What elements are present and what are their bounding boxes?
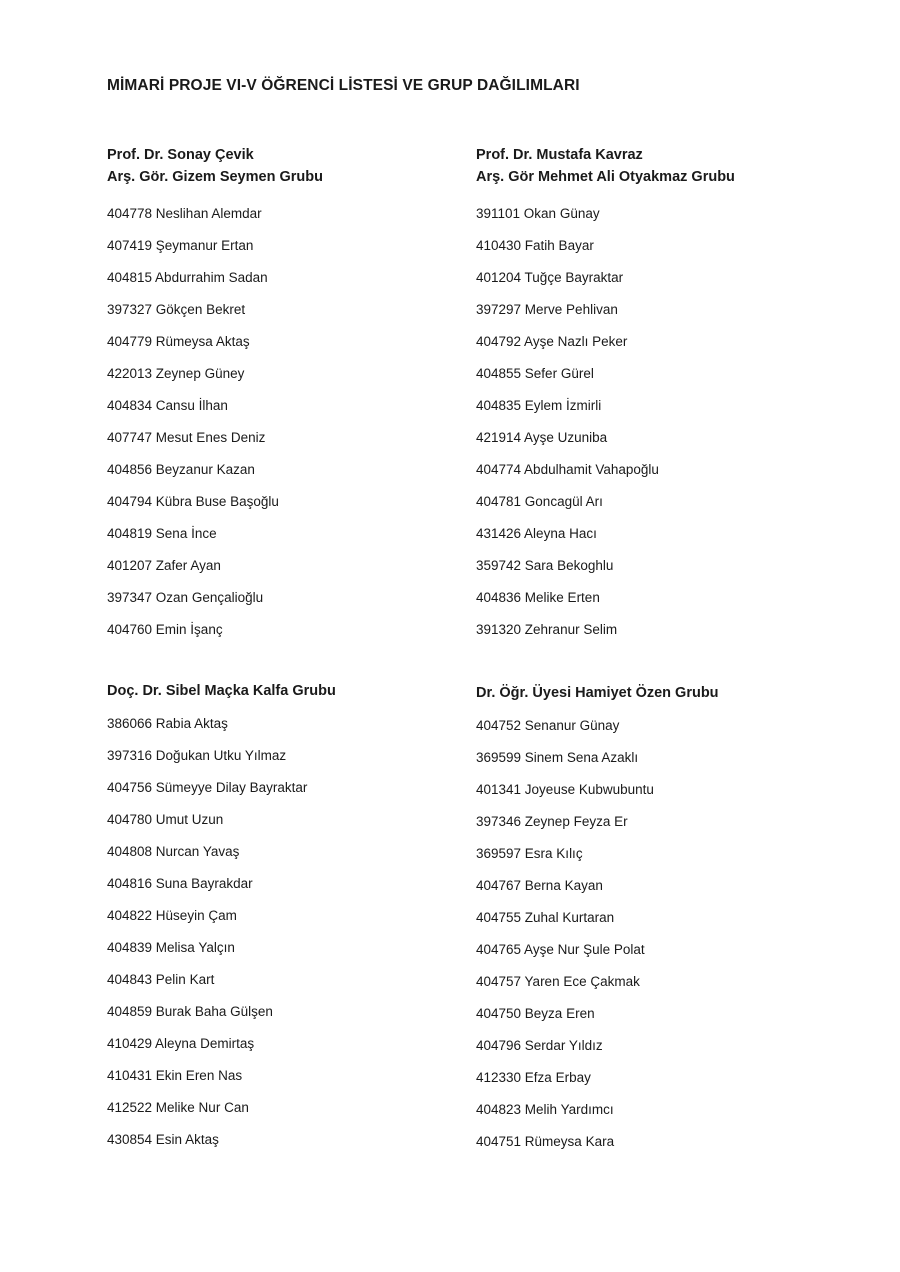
student-entry: 404767 Berna Kayan [476, 878, 603, 893]
group-header-line: Dr. Öğr. Üyesi Hamiyet Özen Grubu [476, 685, 719, 701]
student-entry: 430854 Esin Aktaş [107, 1132, 219, 1147]
group-mustafa-kavraz [476, 144, 866, 646]
student-entry: 404819 Sena İnce [107, 526, 217, 541]
student-entry: 404774 Abdulhamit Vahapoğlu [476, 462, 659, 477]
group-header-line: Arş. Gör Mehmet Ali Otyakmaz Grubu [476, 169, 735, 185]
group-header [476, 682, 866, 704]
group-header-line: Arş. Gör. Gizem Seymen Grubu [107, 169, 323, 185]
student-entry: 386066 Rabia Aktaş [107, 716, 228, 731]
student-entry: 412330 Efza Erbay [476, 1070, 591, 1085]
student-entry: 404855 Sefer Gürel [476, 366, 594, 381]
student-entry: 369597 Esra Kılıç [476, 846, 583, 861]
student-entry: 404835 Eylem İzmirli [476, 398, 602, 413]
student-entry: 404756 Sümeyye Dilay Bayraktar [107, 780, 308, 795]
student-entry: 404751 Rümeysa Kara [476, 1134, 615, 1149]
group-sonay-cevik [107, 144, 497, 646]
student-entry: 404778 Neslihan Alemdar [107, 206, 262, 221]
student-entry: 410430 Fatih Bayar [476, 238, 594, 253]
page-title: MİMARİ PROJE VI-V ÖĞRENCİ LİSTESİ VE GRUP DAĞILIMLARI [107, 77, 580, 94]
student-list [476, 198, 866, 646]
student-entry: 404834 Cansu İlhan [107, 398, 228, 413]
group-header-line: Prof. Dr. Mustafa Kavraz [476, 147, 643, 163]
student-entry: 359742 Sara Bekoghlu [476, 558, 614, 573]
group-header-line: Doç. Dr. Sibel Maçka Kalfa Grubu [107, 683, 336, 699]
student-entry: 404792 Ayşe Nazlı Peker [476, 334, 628, 349]
student-entry: 404794 Kübra Buse Başoğlu [107, 494, 279, 509]
student-entry: 404823 Melih Yardımcı [476, 1102, 614, 1117]
student-entry: 431426 Aleyna Hacı [476, 526, 597, 541]
student-list [476, 710, 866, 1158]
student-entry: 391101 Okan Günay [476, 206, 600, 221]
group-sibel-macka-kalfa [107, 680, 497, 1156]
student-entry: 404822 Hüseyin Çam [107, 908, 237, 923]
student-entry: 369599 Sinem Sena Azaklı [476, 750, 639, 765]
student-list [107, 708, 497, 1156]
group-header-line: Prof. Dr. Sonay Çevik [107, 147, 254, 163]
student-entry: 391320 Zehranur Selim [476, 622, 618, 637]
student-entry: 404796 Serdar Yıldız [476, 1038, 603, 1053]
student-entry: 404780 Umut Uzun [107, 812, 224, 827]
student-entry: 404752 Senanur Günay [476, 718, 620, 733]
group-header [107, 680, 497, 702]
student-entry: 401341 Joyeuse Kubwubuntu [476, 782, 654, 797]
student-entry: 397316 Doğukan Utku Yılmaz [107, 748, 287, 763]
student-entry: 404755 Zuhal Kurtaran [476, 910, 615, 925]
student-entry: 404836 Melike Erten [476, 590, 600, 605]
student-entry: 404765 Ayşe Nur Şule Polat [476, 942, 645, 957]
student-entry: 404750 Beyza Eren [476, 1006, 595, 1021]
student-entry: 410429 Aleyna Demirtaş [107, 1036, 255, 1051]
group-hamiyet-ozen [476, 682, 866, 1158]
student-entry: 404808 Nurcan Yavaş [107, 844, 240, 859]
group-header [476, 144, 866, 188]
student-entry: 404843 Pelin Kart [107, 972, 215, 987]
student-entry: 410431 Ekin Eren Nas [107, 1068, 243, 1083]
student-entry: 421914 Ayşe Uzuniba [476, 430, 608, 445]
student-entry: 404781 Goncagül Arı [476, 494, 603, 509]
student-entry: 422013 Zeynep Güney [107, 366, 245, 381]
student-entry: 404856 Beyzanur Kazan [107, 462, 255, 477]
student-entry: 404757 Yaren Ece Çakmak [476, 974, 640, 989]
student-entry: 401204 Tuğçe Bayraktar [476, 270, 624, 285]
student-list [107, 198, 497, 646]
student-entry: 404816 Suna Bayrakdar [107, 876, 253, 891]
student-entry: 397327 Gökçen Bekret [107, 302, 246, 317]
student-entry: 404815 Abdurrahim Sadan [107, 270, 268, 285]
student-entry: 397347 Ozan Gençalioğlu [107, 590, 264, 605]
student-entry: 401207 Zafer Ayan [107, 558, 221, 573]
student-entry: 407419 Şeymanur Ertan [107, 238, 254, 253]
student-entry: 412522 Melike Nur Can [107, 1100, 249, 1115]
student-entry: 404839 Melisa Yalçın [107, 940, 235, 955]
group-header [107, 144, 497, 188]
student-entry: 397346 Zeynep Feyza Er [476, 814, 628, 829]
student-entry: 397297 Merve Pehlivan [476, 302, 618, 317]
student-entry: 407747 Mesut Enes Deniz [107, 430, 266, 445]
student-entry: 404779 Rümeysa Aktaş [107, 334, 250, 349]
student-entry: 404859 Burak Baha Gülşen [107, 1004, 273, 1019]
student-entry: 404760 Emin İşanç [107, 622, 223, 637]
